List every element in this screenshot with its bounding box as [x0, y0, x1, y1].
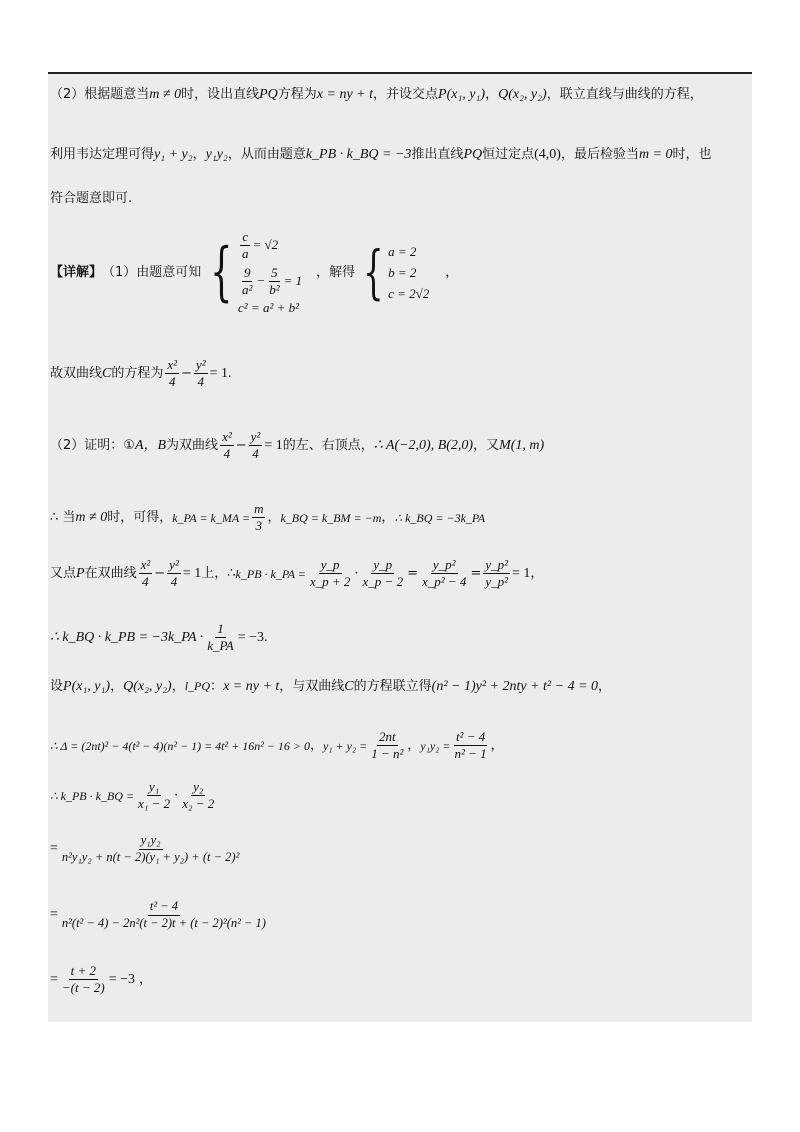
num: t² − 4: [454, 730, 487, 746]
text: ，: [530, 566, 544, 582]
text: ，: [139, 972, 153, 988]
proof-line-9: [50, 900, 270, 931]
text: ，与双曲线: [279, 679, 345, 694]
math: ∴ k_PB · k_BQ =: [50, 788, 135, 803]
math: ∴ Δ = (2nt)² − 4(t² − 4)(n² − 1) = 4t² + 16n² − 16 > 0: [50, 738, 310, 753]
proof-line-1: （2）证明：① A，B 为双曲线 $\frac{\text{x²}}{4}$ − $\frac{\text{y²}}{4}$ = 1 的左、右顶点， ∴ A(−2,0), B(2,0) ，又 M(1, m): [50, 429, 545, 462]
text: 的方程为: [111, 366, 164, 382]
den: x₁ − 2: [138, 796, 171, 812]
num: y_p²: [483, 558, 510, 574]
den: 4: [197, 374, 205, 390]
left-brace: {: [363, 238, 384, 307]
text: ，联立直线与曲线的方程，: [546, 87, 703, 102]
den: b²: [269, 281, 280, 297]
left-brace: {: [210, 235, 233, 310]
den: 4: [252, 446, 259, 462]
text: ：: [210, 679, 224, 694]
math: = 1: [264, 437, 283, 453]
den: 4: [168, 374, 176, 390]
text: ∴ 当: [50, 510, 76, 526]
solution-system: [355, 238, 430, 307]
math: ∴ A(−2,0), B(2,0): [373, 437, 474, 453]
math: C: [344, 679, 354, 694]
proof-line-3: 又点 P 在双曲线 $\frac{\text{x²}}{4}$ − $\frac{\text{y²}}{4}$ = 1 上，∴ k_PB · k_PA = $\frac{y\_p}{x\_p + 2}$ · $\frac{y\_p}{x\_p - 2}$ = $\frac{\text{y\_p²}}{\text{x\_p² − 4}}$ = $\frac{\text{y\_p²}}{\text{y\_p²}}$ = 1 ，: [50, 557, 544, 590]
math: M(1, m): [499, 437, 545, 453]
math: c = 2√2: [388, 285, 430, 301]
den: 4: [170, 574, 178, 590]
text: 推出直线: [411, 147, 464, 162]
num: y²: [167, 558, 181, 574]
den: x_p² − 4: [421, 574, 467, 590]
math: k_PB · k_PA =: [235, 566, 306, 581]
math: = −3: [237, 629, 265, 645]
text: 为双曲线: [166, 438, 219, 454]
num: y_p: [371, 558, 394, 574]
num: m: [252, 502, 265, 518]
math: = 1: [512, 565, 531, 581]
text: 时，也: [672, 147, 712, 162]
text: ，又: [473, 438, 500, 454]
den: 4: [142, 574, 149, 590]
text: 利用韦达定理可得: [50, 147, 155, 162]
math: A，B: [134, 437, 167, 453]
text: 符合题意即可.: [50, 191, 133, 206]
text: ，解得: [316, 264, 356, 280]
math: ∴ k_BQ = −3k_PA: [394, 510, 486, 525]
num: 5: [269, 266, 280, 282]
den: n² − 1: [454, 746, 487, 762]
den: y_p²: [485, 574, 509, 590]
den: a: [242, 246, 249, 262]
math: P: [76, 565, 85, 581]
den: x_p + 2: [309, 574, 351, 590]
den: n²(t² − 4) − 2n²(t − 2)t + (t − 2)²(n² − 1): [61, 915, 266, 930]
num: x²: [165, 358, 179, 374]
math: c² = a² + b²: [238, 300, 300, 316]
text: 上，∴: [201, 566, 236, 582]
detail-part1: [50, 230, 458, 314]
math: = 1: [209, 365, 229, 381]
den: −(t − 2): [61, 980, 105, 996]
math: ∴ k_BQ · k_PB = −3k_PA ·: [50, 629, 204, 645]
math: PQ: [463, 147, 483, 162]
den: x_p − 2: [362, 574, 404, 590]
num: y₁: [147, 780, 161, 796]
math: m = 0: [638, 147, 673, 162]
proof-line-4: [50, 622, 268, 654]
text: 设: [50, 679, 64, 694]
equation-system: { $\frac{c}{a}$ = √2 $\frac{9}{\text{a²}}$ − $\frac{5}{\text{b²}}$ = 1 c² = a² + b²: [210, 229, 303, 316]
text: ，: [310, 738, 324, 754]
math: Q(x₂, y₂): [498, 87, 547, 102]
math: x = ny + t: [316, 87, 373, 102]
math: = √2: [252, 236, 279, 252]
num: y₁y₂: [139, 834, 163, 850]
math: = 1: [283, 272, 303, 288]
num: y²: [249, 430, 263, 446]
proof-line-10: [50, 964, 152, 996]
math: k_PA = k_MA =: [172, 510, 251, 525]
proof-line-8: [50, 834, 243, 865]
math: b = 2: [388, 264, 417, 280]
proof-line-6: [50, 730, 504, 762]
text: .: [264, 629, 268, 645]
num: 1: [215, 622, 226, 638]
math: P(x₁, y₁): [63, 679, 111, 694]
text: 故双曲线: [50, 366, 103, 382]
den: n²y₁y₂ + n(t − 2)(y₁ + y₂) + (t − 2)²: [61, 849, 240, 864]
text: ，: [490, 738, 504, 754]
num: 2nt: [377, 730, 398, 746]
text: ，: [445, 264, 459, 280]
text: ，: [598, 679, 612, 694]
solution-panel: [48, 74, 752, 1022]
math: =: [50, 841, 58, 857]
proof-line-2: [50, 502, 485, 534]
math: Q(x₂, y₂): [123, 679, 172, 694]
math: C: [102, 365, 112, 381]
math: m ≠ 0: [149, 87, 182, 102]
math: m ≠ 0: [75, 509, 108, 525]
text: ，从而由题意: [227, 147, 306, 162]
math: y₁ + y₂ =: [323, 738, 368, 753]
text: （1）由题意可知: [102, 264, 202, 280]
den: 1 − n²: [371, 746, 404, 762]
proof-line-5: 设P(x₁, y₁)，Q(x₂, y₂)，l_PQ：x = ny + t，与双曲线C的方程联立得(n² − 1)y² + 2nty + t² − 4 = 0，: [50, 679, 612, 694]
text: （2）证明：①: [50, 438, 135, 454]
detail-label: 【详解】: [50, 264, 103, 280]
text: 在双曲线: [84, 566, 137, 582]
text: ，并设交点: [373, 87, 439, 102]
den: a²: [242, 281, 253, 297]
math: = 1: [182, 565, 202, 581]
text: 时，可得，: [107, 510, 173, 526]
text: （2）根据题意当: [50, 87, 150, 102]
math: = −3: [108, 971, 136, 987]
math: =: [50, 907, 58, 923]
text: .: [228, 365, 232, 381]
text: 的方程联立得: [353, 679, 432, 694]
num: t² − 4: [148, 900, 180, 916]
math: a = 2: [388, 243, 417, 259]
intro-line-1: （2）根据题意当m ≠ 0时，设出直线PQ方程为x = ny + t，并设交点P(x₁, y₁)，Q(x₂, y₂)，联立直线与曲线的方程，: [50, 87, 703, 102]
text: 方程为: [277, 87, 317, 102]
text: ，: [192, 147, 206, 162]
num: y₂: [191, 780, 205, 796]
text: 又点: [50, 566, 77, 582]
math: =: [50, 971, 58, 987]
math: k_PB · k_BQ = −3: [305, 147, 412, 162]
num: y²: [194, 358, 208, 374]
hyperbola-result: 故双曲线 C 的方程为 $\frac{\text{x²}}{4}$ − $\frac{\text{y²}}{4}$ = 1 .: [50, 357, 232, 390]
den: x₂ − 2: [182, 796, 215, 812]
proof-line-7: ∴ k_PB · k_BQ = $\frac{\text{y₁}}{\text{x₁ − 2}}$ · $\frac{\text{y₂}}{\text{x₂ − 2}}$: [50, 779, 215, 812]
num: x²: [220, 430, 234, 446]
text: 的左、右顶点，: [282, 438, 374, 454]
math: (4,0): [534, 147, 561, 162]
den: 4: [223, 446, 231, 462]
math: P(x₁, y₁): [438, 87, 486, 102]
text: ，: [381, 510, 395, 526]
num: c: [240, 230, 250, 246]
math: PQ: [259, 87, 278, 102]
num: y_p²: [431, 558, 458, 574]
intro-line-3: [50, 192, 132, 205]
math: y₁ + y₂: [154, 147, 193, 162]
intro-line-2: [50, 148, 712, 162]
text: ，最后检验当: [560, 147, 639, 162]
math: x = ny + t: [223, 679, 280, 694]
den: 3: [255, 518, 263, 534]
math: y₁y₂ =: [420, 738, 451, 753]
text: 恒过定点: [482, 147, 535, 162]
math: y₁y₂: [205, 147, 228, 162]
top-rule: [48, 72, 752, 74]
math: l_PQ: [184, 679, 211, 693]
math: k_BQ = k_BM = −m: [280, 510, 382, 525]
den: k_PA: [207, 638, 234, 654]
num: y_p: [319, 558, 342, 574]
text: 时，设出直线: [181, 87, 260, 102]
math: (n² − 1)y² + 2nty + t² − 4 = 0: [431, 679, 599, 694]
text: ，: [267, 510, 281, 526]
num: 9: [242, 266, 253, 282]
num: x²: [139, 558, 153, 574]
text: ，: [407, 738, 421, 754]
num: t + 2: [69, 964, 98, 980]
